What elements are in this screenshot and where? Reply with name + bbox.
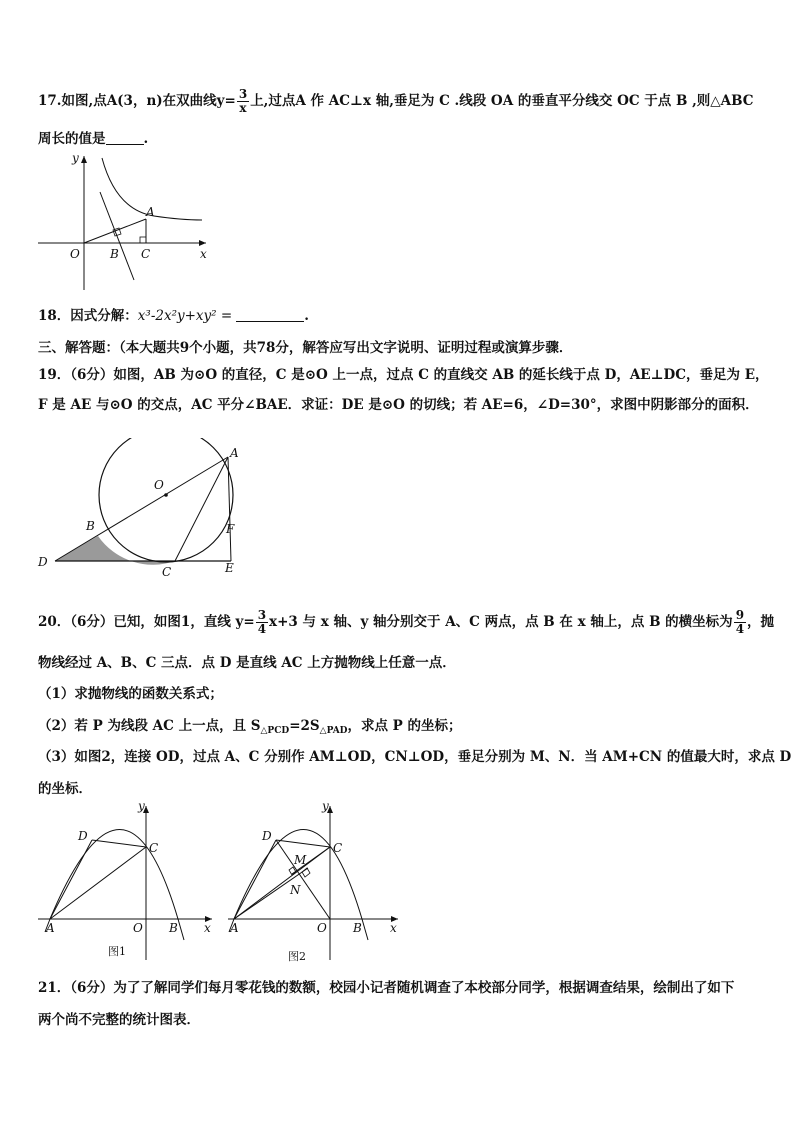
q17-frac-den: x	[239, 101, 247, 115]
q17-line2-text: 周长的值是	[38, 131, 106, 147]
fig19-label-F: F	[226, 522, 235, 536]
q19-line1: 19．（6分）如图，AB 为⊙O 的直径，C 是⊙O 上一点，过点 C 的直线交 AB 的延长线于点 D，AE⊥DC，垂足为 E，	[38, 367, 769, 383]
section-3-heading: 三、解答题：（本大题共9个小题，共78分，解答应写出文字说明、证明过程或演算步骤．	[38, 340, 573, 356]
q20-frac1-den: 4	[257, 622, 267, 636]
fig20b-label-B: B	[353, 921, 362, 935]
fig20a-line-AC	[50, 847, 146, 919]
fig20b-label-A: A	[230, 921, 239, 935]
q20-line1	[38, 609, 774, 636]
q20-sub2-c: ，求点 P 的坐标；	[347, 718, 462, 734]
q19-line2: F 是 AE 与⊙O 的交点，AC 平分∠BAE．求证：DE 是⊙O 的切线；若 AE=6，∠D=30°，求图中阴影部分的面积．	[38, 397, 759, 413]
q20-line2: 物线经过 A、B、C 三点．点 D 是直线 AC 上方抛物线上任意一点．	[38, 655, 456, 671]
q18-answer-blank	[236, 321, 304, 322]
q17-number: 17.	[38, 93, 62, 109]
fig19-label-O: O	[154, 478, 164, 492]
q20-text-c: ，抛	[747, 614, 775, 630]
fig20b-line-AD	[234, 840, 276, 919]
fig17-y-arrow	[81, 156, 87, 163]
fig20b-label-M: M	[294, 853, 307, 867]
fig20a-caption: 图1	[108, 945, 126, 958]
fig20b-parabola-tail-right	[362, 919, 368, 940]
fig17-label-x: x	[200, 247, 207, 261]
fig20b-label-O: O	[317, 921, 327, 935]
fig20b-line-DC	[276, 840, 330, 847]
fig20a-label-y: y	[138, 800, 145, 813]
q20-sub2	[38, 717, 462, 740]
q20-sub2-s2: △PAD	[319, 726, 348, 736]
fig17-label-B: B	[110, 247, 119, 261]
q20-text-a: 20．（6分）已知，如图1，直线 y=	[38, 614, 255, 630]
q17-text-a: 如图,点A(3，n)在双曲线y=	[61, 93, 236, 109]
fig20a-line-AD	[50, 840, 92, 919]
fig19-label-B: B	[86, 519, 95, 533]
fig20a-label-A: A	[46, 921, 55, 935]
q20-sub2-a: （2）若 P 为线段 AC 上一点，且 S	[38, 718, 261, 734]
q20-sub2-b: =2S	[289, 718, 320, 734]
q17-text-b: 上,过点A 作 AC⊥x 轴,垂足为 C .线段 OA 的垂直平分线交 OC 于点 B ,则△ABC	[250, 93, 754, 109]
fig19-circle-O	[99, 438, 233, 562]
fig19-label-A: A	[230, 446, 239, 460]
fig20a-line-DC	[92, 840, 146, 847]
fig20a-label-D: D	[78, 829, 88, 843]
q18-end: .	[304, 308, 309, 324]
fig17-x-arrow	[199, 240, 206, 246]
fig20a-parabola-tail-right	[178, 919, 184, 940]
fig17-right-angle-C	[140, 237, 146, 243]
q17-frac-num: 3	[238, 87, 248, 101]
q17-end: .	[143, 131, 149, 147]
fig19-label-C: C	[162, 565, 172, 579]
q18-line	[38, 307, 309, 325]
fig20b-label-y: y	[322, 800, 329, 813]
q20-sub1: （1）求抛物线的函数关系式；	[38, 686, 223, 702]
q18-text: 因式分解：	[70, 308, 138, 324]
fig20b-label-C: C	[333, 841, 343, 855]
q18-number: 18．	[38, 308, 71, 324]
fig20a-label-O: O	[133, 921, 143, 935]
fig20a-label-x: x	[204, 921, 211, 935]
q20-text-b: x+3 与 x 轴、y 轴分别交于 A、C 两点，点 B 在 x 轴上，点 B 的横坐标为	[269, 614, 733, 630]
q21-line1: 21．（6分）为了了解同学们每月零花钱的数额，校园小记者随机调查了本校部分同学，根据调查结果，绘制出了如下	[38, 980, 735, 996]
q20-frac2-num: 9	[735, 608, 745, 622]
fig17-label-C: C	[141, 247, 151, 261]
q21-line2: 两个尚不完整的统计图表．	[38, 1012, 200, 1028]
q18-expression: x³-2x²y+xy² =	[137, 308, 233, 324]
fig19-label-E: E	[225, 561, 234, 575]
q17-line1	[38, 88, 754, 115]
fig20b-caption: 图2	[288, 950, 306, 963]
q17-fraction	[237, 88, 249, 115]
fig19-center-dot	[164, 493, 168, 497]
fig20a-label-C: C	[149, 841, 159, 855]
fig17-label-y: y	[72, 151, 79, 165]
q20-sub2-s1: △PCD	[260, 726, 290, 736]
q20-fraction-2	[734, 609, 746, 636]
figure-17	[36, 148, 216, 293]
q20-fraction-1	[256, 609, 268, 636]
figure-19	[34, 438, 244, 583]
fig19-label-D: D	[38, 555, 48, 569]
q20-frac2-den: 4	[735, 622, 745, 636]
q17-answer-blank	[106, 144, 144, 145]
q20-sub3-line1: （3）如图2，连接 OD，过点 A、C 分别作 AM⊥OD，CN⊥OD，垂足分别为 M、N．当 AM+CN 的值最大时，求点 D	[38, 749, 792, 765]
q20-sub3-line2: 的坐标．	[38, 781, 92, 797]
fig17-label-A: A	[146, 205, 155, 219]
fig20b-label-N: N	[290, 883, 301, 897]
figure-20-1	[36, 800, 216, 965]
fig17-label-O: O	[70, 247, 80, 261]
fig20a-label-B: B	[169, 921, 178, 935]
fig20b-line-DO	[276, 840, 330, 919]
figure-20-2	[226, 800, 406, 970]
fig20b-label-D: D	[262, 829, 272, 843]
q20-frac1-num: 3	[257, 608, 267, 622]
fig20b-label-x: x	[390, 921, 397, 935]
q17-line2	[38, 130, 148, 148]
